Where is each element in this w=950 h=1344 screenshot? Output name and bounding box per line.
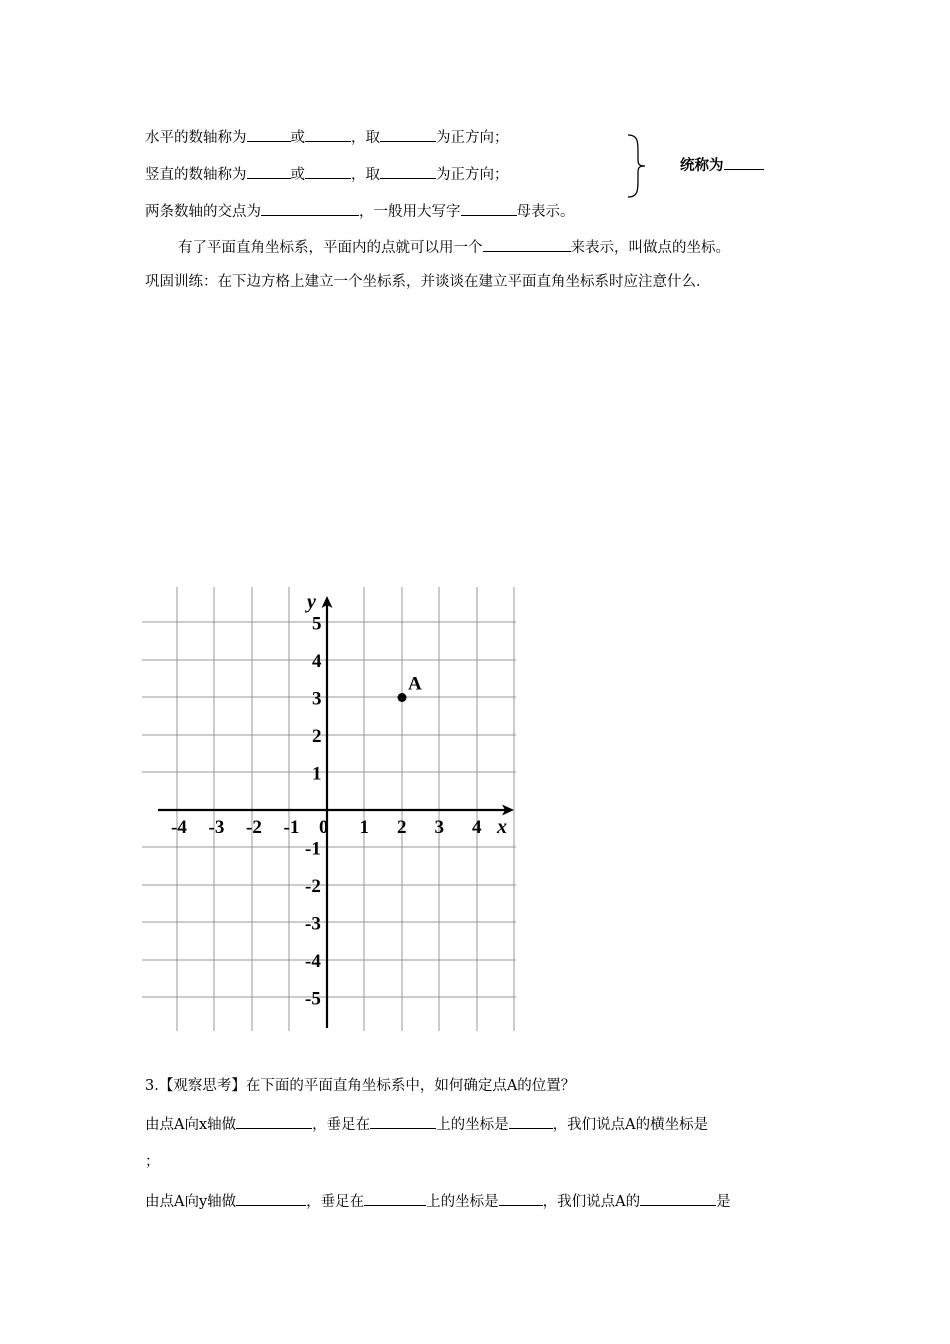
blank-field[interactable]	[380, 163, 436, 179]
text: 来表示，叫做点的坐标。	[570, 240, 730, 256]
y-tick-label: 3	[312, 688, 322, 710]
intro-line-3	[145, 200, 575, 222]
x-tick-label: -2	[246, 817, 262, 838]
x-tick-label: 4	[472, 817, 482, 838]
blank-field[interactable]	[261, 200, 359, 216]
blank-field[interactable]	[724, 154, 764, 170]
q3-semicolon: ；	[145, 1154, 160, 1170]
blank-field[interactable]	[380, 126, 436, 142]
blank-field[interactable]	[247, 163, 291, 179]
y-tick-label: -1	[305, 838, 321, 860]
text: 为正方向；	[436, 167, 509, 183]
text: 上的坐标是	[426, 1194, 499, 1210]
text: 或	[290, 130, 305, 146]
blank-field[interactable]	[640, 1190, 716, 1206]
x-tick-label: 2	[397, 817, 407, 838]
x-tick-label: 3	[434, 817, 444, 838]
text: 统称为	[680, 158, 724, 174]
q3-line-2	[145, 1190, 731, 1212]
blank-field[interactable]	[499, 1190, 543, 1206]
blank-field[interactable]	[305, 126, 351, 142]
text: ，垂足在	[306, 1194, 365, 1210]
text: 有了平面直角坐标系，平面内的点就可以用一个	[178, 240, 483, 256]
y-tick-label: -4	[305, 951, 321, 972]
collectively-called	[680, 154, 764, 176]
blank-field[interactable]	[247, 126, 291, 142]
q3-line-1	[145, 1113, 708, 1135]
text: 竖直的数轴称为	[145, 167, 247, 183]
text: 由点A向y轴做	[145, 1194, 237, 1210]
x-tick-label: 1	[359, 817, 369, 838]
point-a-label: A	[408, 673, 422, 695]
exercise-prompt: 巩固训练：在下边方格上建立一个坐标系，并谈谈在建立平面直角坐标系时应注意什么．	[145, 274, 711, 290]
text: 两条数轴的交点为	[145, 204, 261, 220]
y-tick-label: 5	[312, 613, 322, 635]
text: ，垂足在	[312, 1117, 371, 1133]
blank-field[interactable]	[461, 200, 517, 216]
x-tick-label: -4	[171, 817, 187, 838]
blank-field[interactable]	[236, 1190, 306, 1206]
y-tick-label: 1	[312, 763, 322, 785]
y-tick-label: -2	[305, 876, 321, 897]
text: ，取	[351, 167, 380, 183]
text: ，取	[351, 130, 380, 146]
x-tick-label: -1	[283, 817, 300, 838]
x-tick-label: 0	[319, 817, 329, 838]
y-axis-label: y	[307, 591, 316, 613]
blank-field[interactable]	[483, 236, 571, 252]
intro-line-2	[145, 163, 509, 185]
text: ，一般用大写字	[359, 204, 461, 220]
text: 水平的数轴称为	[145, 130, 247, 146]
intro-line-1	[145, 126, 509, 148]
x-axis-label: x	[497, 816, 507, 838]
text: 由点A向x轴做	[145, 1117, 237, 1133]
coordinate-grid	[140, 585, 520, 1035]
blank-field[interactable]	[509, 1113, 553, 1129]
text: ，我们说点A的横坐标是	[552, 1117, 709, 1133]
text: 或	[290, 167, 305, 183]
x-tick-label: -3	[208, 817, 225, 838]
q3-title: 3.【观察思考】在下面的平面直角坐标系中，如何确定点A的位置？	[145, 1078, 576, 1094]
curly-brace-icon	[620, 130, 650, 202]
y-tick-label: -3	[305, 913, 321, 935]
point-a	[398, 693, 407, 702]
blank-field[interactable]	[236, 1113, 312, 1129]
text: ，我们说点A的	[542, 1194, 641, 1210]
text: 上的坐标是	[436, 1117, 509, 1133]
blank-field[interactable]	[370, 1113, 436, 1129]
text: 母表示。	[516, 204, 575, 220]
y-tick-label: -5	[305, 988, 321, 1010]
y-tick-label: 2	[312, 726, 322, 747]
blank-field[interactable]	[364, 1190, 426, 1206]
text: 为正方向；	[436, 130, 509, 146]
y-tick-label: 4	[312, 651, 322, 672]
text: 是	[716, 1194, 731, 1210]
para-coordinate	[178, 236, 730, 258]
blank-field[interactable]	[305, 163, 351, 179]
